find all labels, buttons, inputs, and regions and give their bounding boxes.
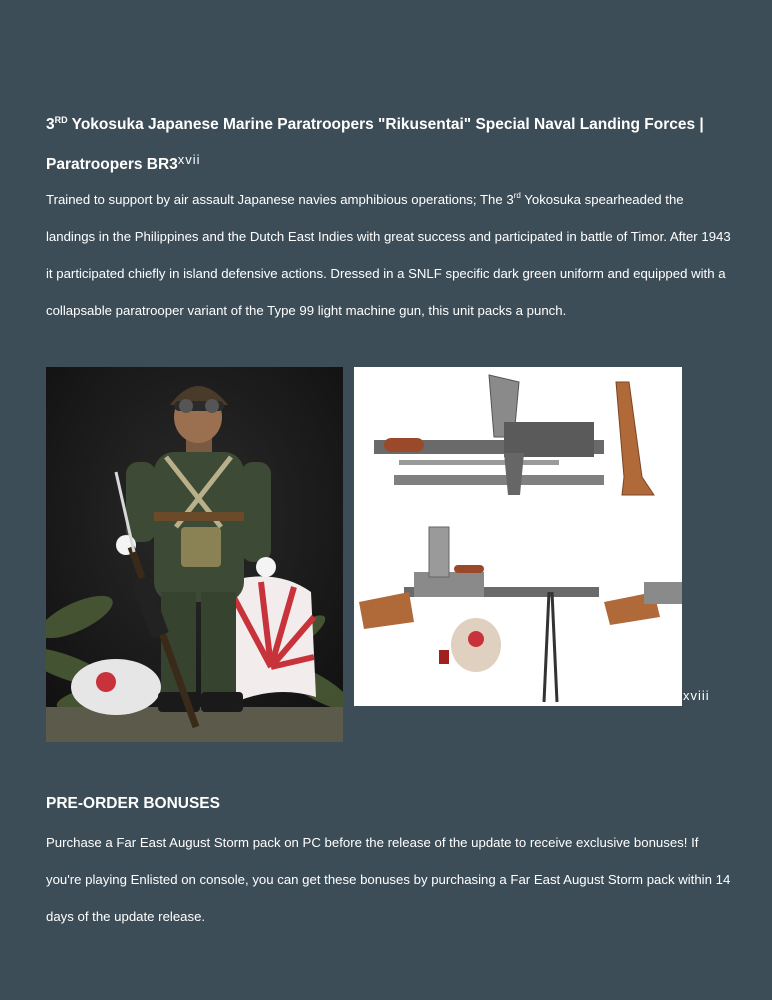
description-part-b: Yokosuka spearheaded the landings in the Philippines and the Dutch East Indies with great success and participated in battle of Timor. After 1943 it participated chiefly in island defensive actions. Dressed in a SNLF specific dark green uniform and equipped with a collapsable paratrooper variant of the Type 99 light machine gun, this unit packs a punch. [46, 192, 731, 318]
title-number: 3 [46, 116, 55, 133]
machine-gun-illustration [354, 367, 682, 706]
footnote-ref: xvii [177, 152, 201, 167]
image-footnote-ref: xviii [683, 688, 710, 703]
section-title [46, 115, 736, 135]
title-text: Yokosuka Japanese Marine Paratroopers "Rikusentai" Special Naval Landing Forces | [67, 116, 704, 133]
section-title-line2 [46, 152, 736, 175]
soldier-figure-image [46, 367, 343, 742]
preorder-title: PRE-ORDER BONUSES [46, 795, 220, 812]
soldier-figure-illustration [46, 367, 343, 742]
title-line2-text: Paratroopers BR3 [46, 156, 178, 173]
machine-gun-image [354, 367, 682, 706]
unit-description [46, 181, 736, 329]
description-part-a: Trained to support by air assault Japanese navies amphibious operations; The 3 [46, 192, 514, 207]
description-superscript: rd [513, 191, 521, 200]
title-superscript: RD [54, 115, 68, 125]
preorder-description: Purchase a Far East August Storm pack on PC before the release of the update to receive exclusive bonuses! If you're playing Enlisted on console, you can get these bonuses by purchasing a Far East August Storm pack within 14 days of the update release. [46, 835, 731, 924]
